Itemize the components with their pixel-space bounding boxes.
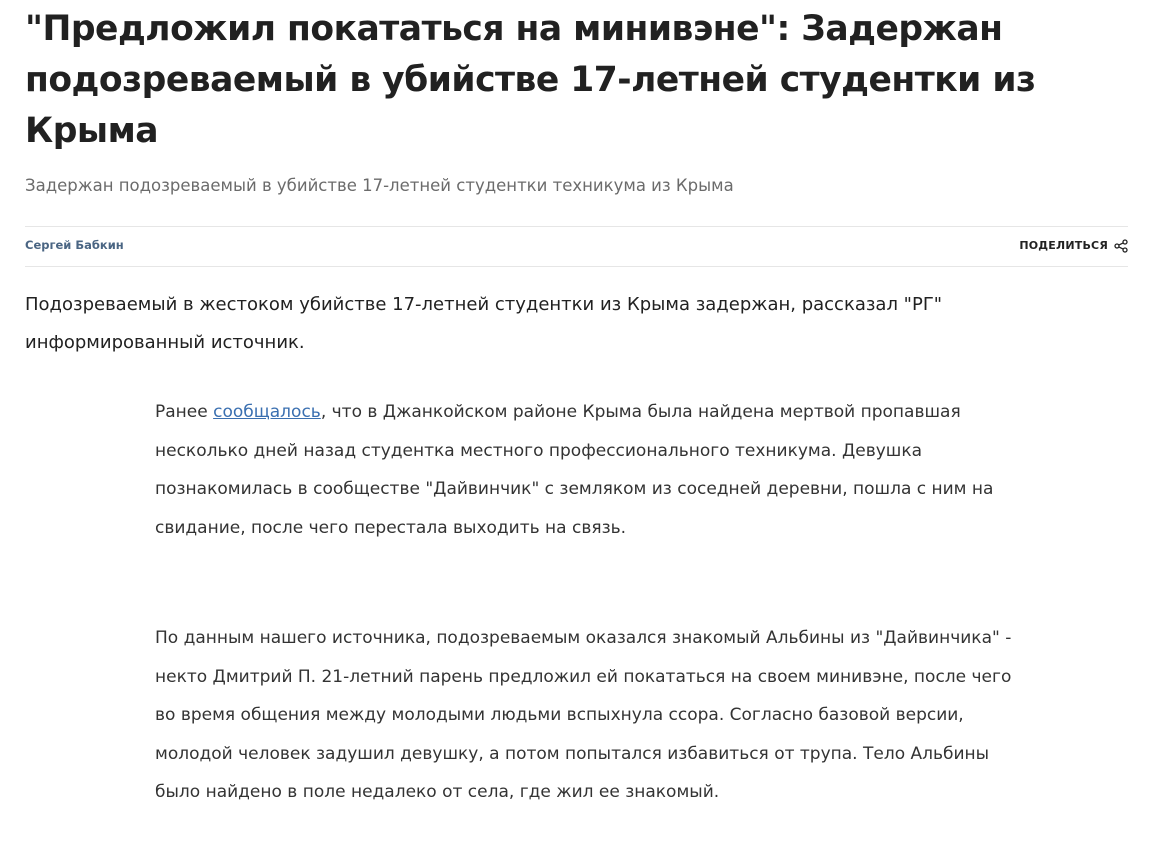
quote-paragraph-1 bbox=[155, 393, 1025, 547]
quote1-text-after: , что в Джанкойском районе Крыма была найдена мертвой пропавшая несколько дней назад студентка местного профессионального техникума. Девушка познакомилась в сообществе "Дайвинчик" с земляком из соседней деревни, пошла с ним на свидание, после чего перестала выходить на связь. bbox=[155, 402, 994, 538]
divider-top bbox=[25, 226, 1128, 227]
share-icon bbox=[1114, 239, 1128, 253]
quote-paragraph-2: По данным нашего источника, подозреваемым оказался знакомый Альбины из "Дайвинчика" - некто Дмитрий П. 21-летний парень предложил ей покататься на своем минивэне, после чего во время общения между молодыми людьми вспыхнула ссора. Согласно базовой версии, молодой человек задушил девушку, а потом попытался избавиться от трупа. Тело Альбины было найдено в поле недалеко от села, где жил ее знакомый. bbox=[155, 628, 1012, 802]
reported-link[interactable]: сообщалось bbox=[213, 402, 321, 422]
article-lead: Подозреваемый в жестоком убийстве 17-летней студентки из Крыма задержан, рассказал "РГ" информированный источник. bbox=[25, 294, 943, 353]
quote1-text-before: Ранее bbox=[155, 402, 214, 422]
share-label: ПОДЕЛИТЬСЯ bbox=[1019, 239, 1108, 252]
article-subtitle: Задержан подозреваемый в убийстве 17-летней студентки техникума из Крыма bbox=[25, 176, 734, 195]
share-button[interactable] bbox=[1019, 238, 1128, 254]
author-link[interactable]: Сергей Бабкин bbox=[25, 238, 124, 252]
divider-bottom bbox=[25, 266, 1128, 267]
article-title: "Предложил покататься на минивэне": Задержан подозреваемый в убийстве 17-летней студентки из Крыма bbox=[25, 9, 1036, 151]
